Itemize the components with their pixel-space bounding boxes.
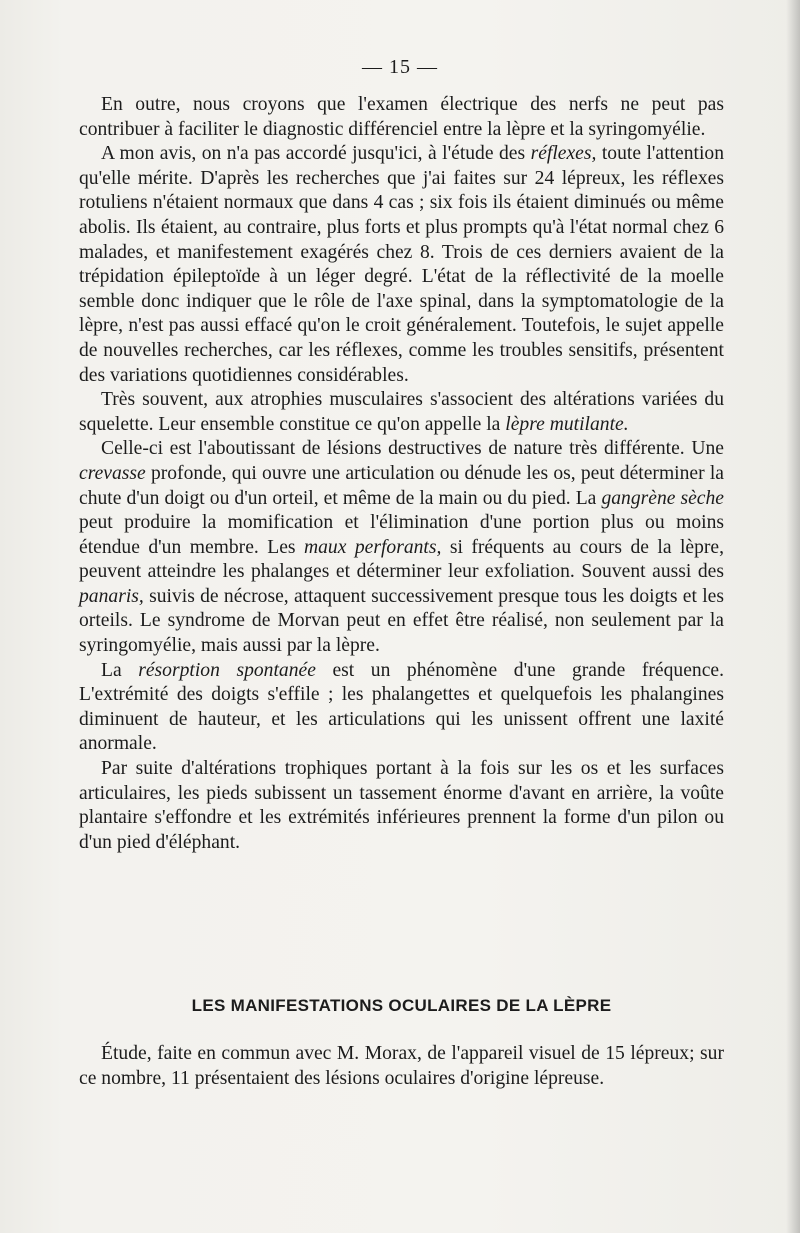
paragraph [79, 757, 724, 855]
paragraph [79, 93, 724, 142]
text-run: toute l'attention qu'elle mérite. D'après les recherches que j'ai faites sur 24 lépreux, les réflexes rotuliens n'étaient normaux que dans 4 cas ; six fois ils étaient diminués ou même abolis. Ils étaient, au contraire, plus forts et plus prompts qu'à l'état normal chez 6 malades, et manifestement exagérés chez 8. Trois de ces derniers avaient de la trépidation épileptoïde à un léger degré. L'état de la réflectivité de la moelle semble donc indiquer que le rôle de l'axe spinal, dans la symptomatologie de la lèpre, n'est pas aussi effacé qu'on le croit généralement. Toutefois, le sujet appelle de nouvelles recherches, car les réflexes, comme les troubles sensitifs, présentent des variations quotidiennes considérables. [79, 143, 724, 386]
italic-term: résorption spontanée [138, 659, 316, 681]
paragraph [79, 142, 724, 388]
paragraph [79, 1042, 724, 1091]
text-run: profonde, qui ouvre une articulation ou dénude les os, peut déterminer la chute d'un doigt ou d'un orteil, et même de la main ou du pied. La [79, 462, 724, 509]
text-run: En outre, nous croyons que l'examen électrique des nerfs ne peut pas contribuer à faciliter le diagnostic différenciel entre la lèpre et la syringomyélie. [79, 94, 724, 140]
main-text [79, 93, 724, 855]
paragraph [79, 659, 724, 757]
text-run: La [101, 659, 139, 681]
text-run: peut produire la momification et l'élimination d'une portion plus ou moins étendue d'un membre. Les [79, 512, 724, 558]
text-run: Étude, faite en commun avec M. Morax, de l'appareil visuel de 15 lépreux; sur ce nombre, 11 présentaient des lésions oculaires d'origine lépreuse. [79, 1043, 724, 1089]
paragraph [79, 437, 724, 658]
text-run: Très souvent, aux atrophies musculaires s'associent des altérations variées du squelette. Leur ensemble constitue ce qu'on appelle la [79, 389, 724, 435]
page-edge-shadow [786, 0, 800, 1233]
text-run: est un phénomène d'une grande fréquence. L'extrémité des doigts s'effile ; les phalangettes et quelquefois les phalangines diminuent de hauteur, et les articulations qui les unissent offrent une laxité anormale. [79, 659, 724, 755]
italic-term: panaris, [79, 585, 144, 607]
italic-term: crevasse [79, 462, 146, 484]
section-title: LES MANIFESTATIONS OCULAIRES DE LA LÈPRE [191, 996, 612, 1015]
text-run: si fréquents au cours de la lèpre, peuvent atteindre les phalanges et déterminer leur exfoliation. Souvent aussi des [79, 536, 725, 583]
text-run: suivis de nécrose, attaquent successivement presque tous les doigts et les orteils. Le syndrome de Morvan peut en effet être réalisé, non seulement par la syringomyélie, mais aussi par la lèpre. [79, 585, 724, 657]
italic-term: maux perforants, [303, 536, 442, 558]
italic-term: réflexes, [530, 143, 597, 165]
text-run: A mon avis, on n'a pas accordé jusqu'ici, à l'étude des [101, 143, 531, 165]
text-run: Celle-ci est l'aboutissant de lésions destructives de nature très différente. Une [101, 438, 724, 460]
italic-term: gangrène sèche [601, 487, 725, 509]
italic-term: lèpre mutilante. [505, 413, 629, 435]
section-text [79, 1042, 724, 1091]
page-number: — 15 — [362, 56, 438, 78]
text-run: Par suite d'altérations trophiques portant à la fois sur les os et les surfaces articulaires, les pieds subissent un tassement énorme d'avant en arrière, la voûte plantaire s'effondre et les extrémités inférieures prennent la forme d'un pilon ou d'un pied d'éléphant. [79, 758, 724, 853]
paragraph [79, 388, 724, 437]
